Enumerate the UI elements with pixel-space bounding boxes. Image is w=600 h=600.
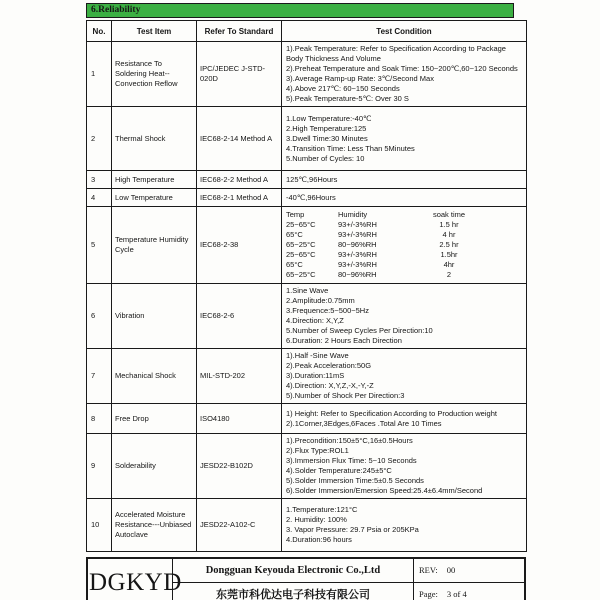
condition-line: 1.Sine Wave	[286, 286, 329, 295]
condition-value: 2.5 hr	[439, 240, 459, 249]
company-logo: DGKYD	[87, 558, 173, 600]
standard: IEC68-2-2 Method A	[197, 171, 282, 189]
rev-label: REV:	[419, 565, 438, 576]
page-value: 3 of 4	[446, 588, 467, 599]
condition-line: 5).Peak Temperature-5℃: Over 30 S	[286, 94, 409, 103]
table-row	[87, 171, 527, 189]
test-condition	[282, 434, 527, 499]
condition-line: 5).Solder Immersion Time:5±0.5 Seconds	[286, 476, 424, 485]
condition-value: 25~65°C	[286, 250, 316, 259]
standard: IPC/JEDEC J-STD-020D	[197, 42, 282, 107]
condition-line: 6).Solder Immersion/Emersion Speed:25.4±6.4mm/Second	[286, 486, 483, 495]
table-row	[87, 207, 527, 284]
condition-col-header: Humidity	[338, 210, 368, 219]
test-condition	[282, 107, 527, 171]
condition-line: 125℃,96Hours	[286, 174, 338, 184]
condition-line: -40℃,96Hours	[286, 192, 336, 202]
test-item: Low Temperature	[112, 189, 197, 207]
standard: ISO4180	[197, 404, 282, 434]
condition-value: 93+/-3%RH	[338, 260, 377, 269]
test-item: Mechanical Shock	[112, 349, 197, 404]
test-item: Accelerated Moisture Resistance---Unbiased Autoclave	[112, 499, 197, 552]
condition-col-header: Temp	[286, 210, 305, 219]
table-body	[87, 42, 527, 552]
condition-value: 2	[446, 270, 452, 279]
condition-line: 2. Humidity: 100%	[286, 515, 347, 524]
test-condition	[282, 42, 527, 107]
row-no: 4	[87, 189, 112, 207]
condition-line: 3.Dwell Time:30 Minutes	[286, 133, 368, 143]
condition-value: 4hr	[443, 260, 455, 269]
condition-line: 5).Number of Shock Per Direction:3	[286, 391, 405, 400]
test-condition	[282, 499, 527, 552]
condition-line: 4).Solder Temperature:245±5°C	[286, 466, 392, 475]
condition-line: 1).Half -Sine Wave	[286, 351, 349, 360]
condition-value: 93+/-3%RH	[338, 250, 377, 259]
row-no: 1	[87, 42, 112, 107]
test-condition	[282, 404, 527, 434]
condition-line: 2).Flux Type:ROL1	[286, 446, 349, 455]
condition-line: 1).Peak Temperature: Refer to Specification According to Package Body Thickness And Volume	[286, 44, 506, 63]
page-label: Page:	[419, 588, 438, 599]
section-header	[86, 3, 514, 18]
condition-line: 6.Duration: 2 Hours Each Direction	[286, 336, 402, 345]
table-row	[87, 404, 527, 434]
condition-line: 1.Temperature:121°C	[286, 505, 358, 514]
condition-line: 3).Average Ramp-up Rate: 3℃/Second Max	[286, 74, 434, 83]
header-test-condition: Test Condition	[282, 21, 527, 42]
condition-line: 2.High Temperature:125	[286, 123, 367, 133]
test-item: Temperature Humidity Cycle	[112, 207, 197, 284]
condition-value: 25~65°C	[286, 220, 316, 229]
table-row	[87, 42, 527, 107]
condition-value: 1.5 hr	[439, 220, 459, 229]
condition-line: 4).Direction: X,Y,Z,-X,-Y,-Z	[286, 381, 374, 390]
row-no: 7	[87, 349, 112, 404]
test-condition	[282, 207, 527, 284]
standard: MIL-STD-202	[197, 349, 282, 404]
test-item: Free Drop	[112, 404, 197, 434]
test-condition	[282, 284, 527, 349]
row-no: 10	[87, 499, 112, 552]
standard: JESD22-B102D	[197, 434, 282, 499]
test-condition	[282, 349, 527, 404]
reliability-table	[86, 20, 527, 552]
test-item: Resistance To Soldering Heat--Convection Reflow	[112, 42, 197, 107]
condition-table	[286, 210, 523, 280]
standard: IEC68-2-38	[197, 207, 282, 284]
test-item: High Temperature	[112, 171, 197, 189]
condition-line: 1.Low Temperature:-40℃	[286, 113, 372, 123]
table-row	[87, 189, 527, 207]
condition-line: 3).Duration:11mS	[286, 371, 345, 380]
rev-cell	[414, 558, 526, 582]
condition-line: 4).Above 217℃: 60~150 Seconds	[286, 84, 400, 93]
condition-value: 65°C	[286, 260, 303, 269]
row-no: 8	[87, 404, 112, 434]
test-condition	[282, 171, 527, 189]
condition-value: 65°C	[286, 230, 303, 239]
condition-line: 2.Amplitude:0.75mm	[286, 296, 355, 305]
condition-line: 1).Precondition:150±5°C,16±0.5Hours	[286, 436, 413, 445]
header-row	[87, 21, 527, 42]
condition-value: 4 hr	[442, 230, 456, 239]
header-no: No.	[87, 21, 112, 42]
standard: IEC68-2-6	[197, 284, 282, 349]
row-no: 3	[87, 171, 112, 189]
table-row	[87, 499, 527, 552]
company-name-cn: 东莞市科优达电子科技有限公司	[173, 582, 414, 600]
condition-value: 93+/-3%RH	[338, 230, 377, 239]
document-content	[86, 3, 518, 600]
condition-line: 4.Duration:96 hours	[286, 535, 352, 544]
condition-line: 3.Frequence:5~500~5Hz	[286, 306, 369, 315]
test-condition	[282, 189, 527, 207]
condition-line: 5.Number of Sweep Cycles Per Direction:10	[286, 326, 433, 335]
table-row	[87, 107, 527, 171]
table-row	[87, 349, 527, 404]
rev-value: 00	[446, 565, 456, 576]
condition-line: 4.Transition Time: Less Than 5Minutes	[286, 143, 415, 153]
condition-col-header: soak time	[432, 210, 466, 219]
header-test-item: Test Item	[112, 21, 197, 42]
condition-value: 1.5hr	[440, 250, 458, 259]
condition-value: 65~25°C	[286, 240, 316, 249]
condition-line: 5.Number of Cycles: 10	[286, 153, 365, 163]
section-title: 6.Reliability	[91, 4, 141, 15]
row-no: 5	[87, 207, 112, 284]
row-no: 9	[87, 434, 112, 499]
condition-value: 80~96%RH	[338, 240, 377, 249]
condition-line: 2).Peak Acceleration:50G	[286, 361, 372, 370]
row-no: 6	[87, 284, 112, 349]
condition-value: 80~96%RH	[338, 270, 377, 279]
table-row	[87, 284, 527, 349]
standard: JESD22-A102-C	[197, 499, 282, 552]
test-item: Thermal Shock	[112, 107, 197, 171]
standard: IEC68-2-14 Method A	[197, 107, 282, 171]
condition-value: 93+/-3%RH	[338, 220, 377, 229]
condition-line: 2).1Corner,3Edges,6Faces .Total Are 10 Times	[286, 418, 442, 428]
table-row	[87, 434, 527, 499]
footer-row-1	[87, 558, 525, 582]
test-item: Vibration	[112, 284, 197, 349]
test-item: Solderability	[112, 434, 197, 499]
standard: IEC68-2-1 Method A	[197, 189, 282, 207]
condition-line: 3).Immersion Flux Time: 5~10 Seconds	[286, 456, 417, 465]
condition-line: 4.Direction: X,Y,Z	[286, 316, 344, 325]
condition-line: 2).Preheat Temperature and Soak Time: 150~200℃,60~120 Seconds	[286, 64, 518, 73]
page-cell	[414, 582, 526, 600]
header-standard: Refer To Standard	[197, 21, 282, 42]
condition-value: 65~25°C	[286, 270, 316, 279]
row-no: 2	[87, 107, 112, 171]
footer-table	[86, 557, 526, 600]
condition-line: 1) Height: Refer to Specification According to Production weight	[286, 408, 497, 418]
company-name-en: Dongguan Keyouda Electronic Co.,Ltd	[173, 558, 414, 582]
condition-line: 3. Vapor Pressure: 29.7 Psia or 205KPa	[286, 525, 419, 534]
